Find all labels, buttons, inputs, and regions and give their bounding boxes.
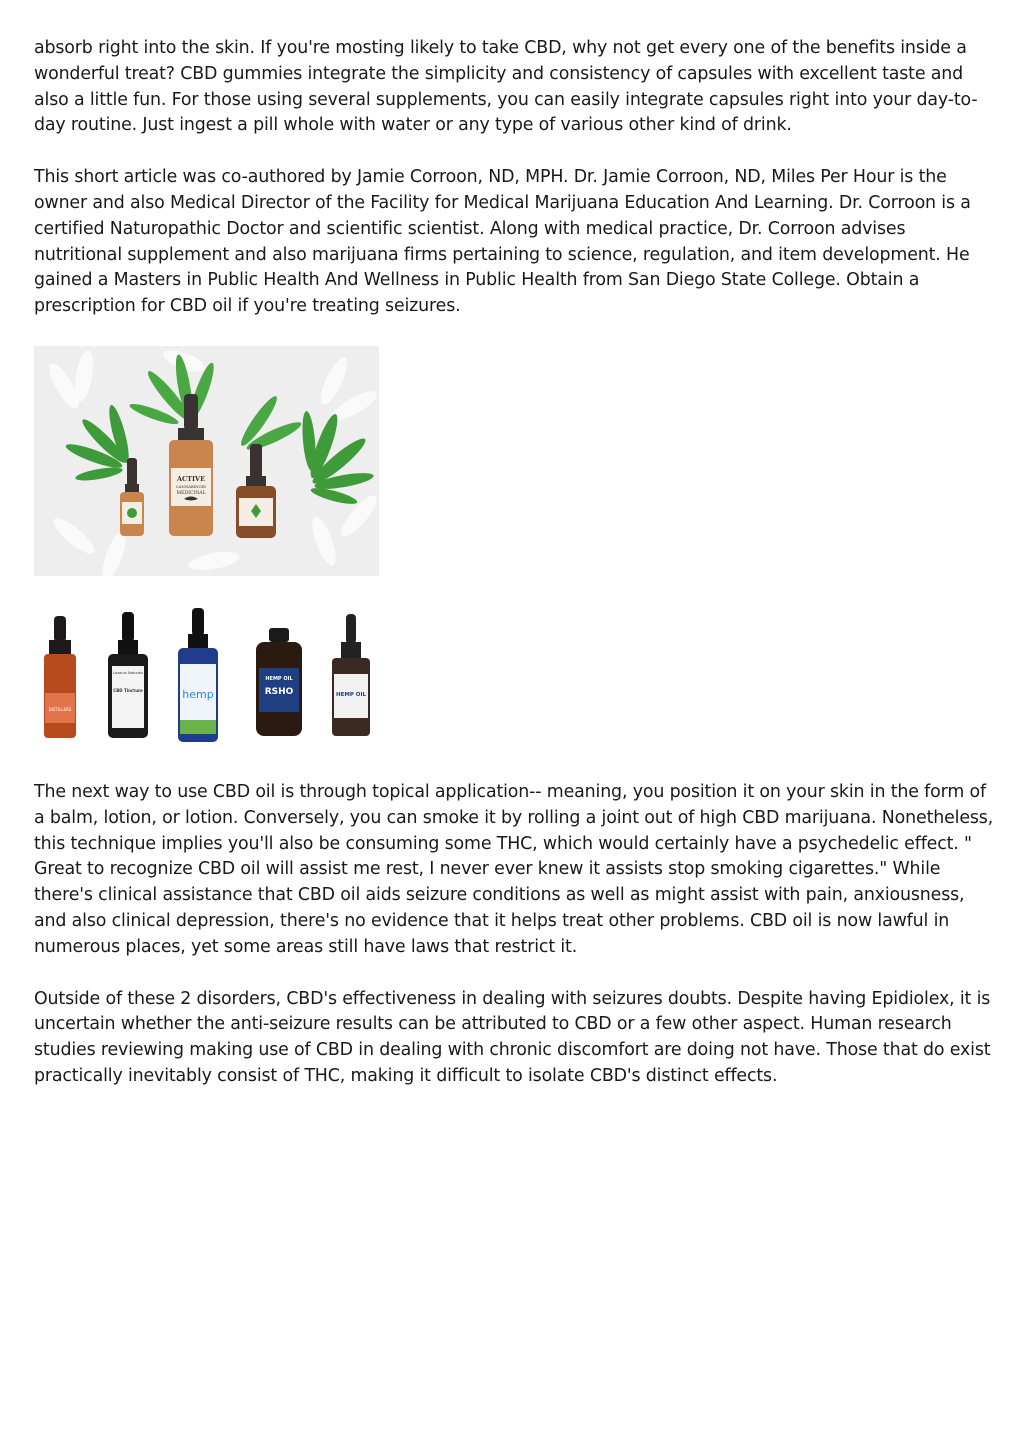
cannabis-leaf-right <box>300 411 374 507</box>
product-bottle-3 <box>178 608 218 742</box>
bottle-label-line1: ACTIVE <box>176 474 206 483</box>
bottle-label-line2: CANNABINOID <box>175 483 207 489</box>
small-bottle <box>120 458 144 536</box>
brown-bottle <box>236 444 276 538</box>
product-bottle-1 <box>44 616 76 738</box>
product-bottle-4 <box>256 628 302 736</box>
cbd-bottles-illustration <box>34 346 379 576</box>
paragraph-topical: The next way to use CBD oil is through topical application-- meaning, you position it on your skin in the form of a balm, lotion, or lotion. Conversely, you can smoke it by rolling a joint out of high CBD marijuana. Nonetheless, this technique implies you'll also be consuming some THC, which would certainly have a psychedelic effect. " Great to recognize CBD oil will assist me rest, I never ever knew it assists stop smoking cigarettes." While there's clinical assistance that CBD oil aids seizure conditions as well as might assist with pain, anxiousness, and also clinical depression, there's no evidence that it helps treat other problems. CBD oil is now lawful in numerous places, yet some areas still have laws that restrict it. <box>34 781 994 957</box>
cannabis-leaf-left <box>64 403 133 483</box>
cbd-products-svg <box>34 608 379 748</box>
product-1-label: DISTILLERS <box>48 706 72 712</box>
article-body <box>34 36 994 1090</box>
cbd-products-photo <box>34 608 379 748</box>
cannabis-leaf-center <box>128 353 304 454</box>
tall-bottle <box>169 394 213 536</box>
cbd-illustration-svg <box>34 346 379 576</box>
bottle-label-line3: MEDICINAL <box>176 490 206 496</box>
product-4-label-main: RSHO <box>264 686 294 697</box>
product-bottle-5 <box>332 614 370 736</box>
paragraph-seizures: Outside of these 2 disorders, CBD's effectiveness in dealing with seizures doubts. Despite having Epidiolex, it is uncertain whether the anti-seizure results can be attributed to CBD or a few other aspect. Human research studies reviewing making use of CBD in dealing with chronic discomfort are doing not have. Those that do exist practically inevitably consist of THC, making it difficult to isolate CBD's distinct effects. <box>34 988 991 1086</box>
product-2-label-main: CBD Tincture <box>113 687 143 693</box>
product-bottle-2 <box>108 612 148 738</box>
product-3-label: hemp <box>182 687 214 701</box>
paragraph-author: This short article was co-authored by Jamie Corroon, ND, MPH. Dr. Jamie Corroon, ND, Miles Per Hour is the owner and also Medical Director of the Facility for Medical Marijuana Education And Learning. Dr. Corroon is a certified Naturopathic Doctor and scientific scientist. Along with medical practice, Dr. Corroon advises nutritional supplement and also marijuana firms pertaining to science, regulation, and item development. He gained a Masters in Public Health And Wellness in Public Health from San Diego State College. Obtain a prescription for CBD oil if you're treating seizures. <box>34 167 971 317</box>
product-4-label-top: HEMP OIL <box>265 675 293 682</box>
product-2-label-top: Lazarus Naturals <box>112 670 144 675</box>
paragraph-intro: absorb right into the skin. If you're mosting likely to take CBD, why not get every one of the benefits inside a wonderful treat? CBD gummies integrate the simplicity and consistency of capsules with excellent taste and also a little fun. For those using several supplements, you can easily integrate capsules right into your day-to-day routine. Just ingest a pill whole with water or any type of various other kind of drink. <box>34 38 978 136</box>
product-5-label: HEMP OIL <box>335 691 367 698</box>
